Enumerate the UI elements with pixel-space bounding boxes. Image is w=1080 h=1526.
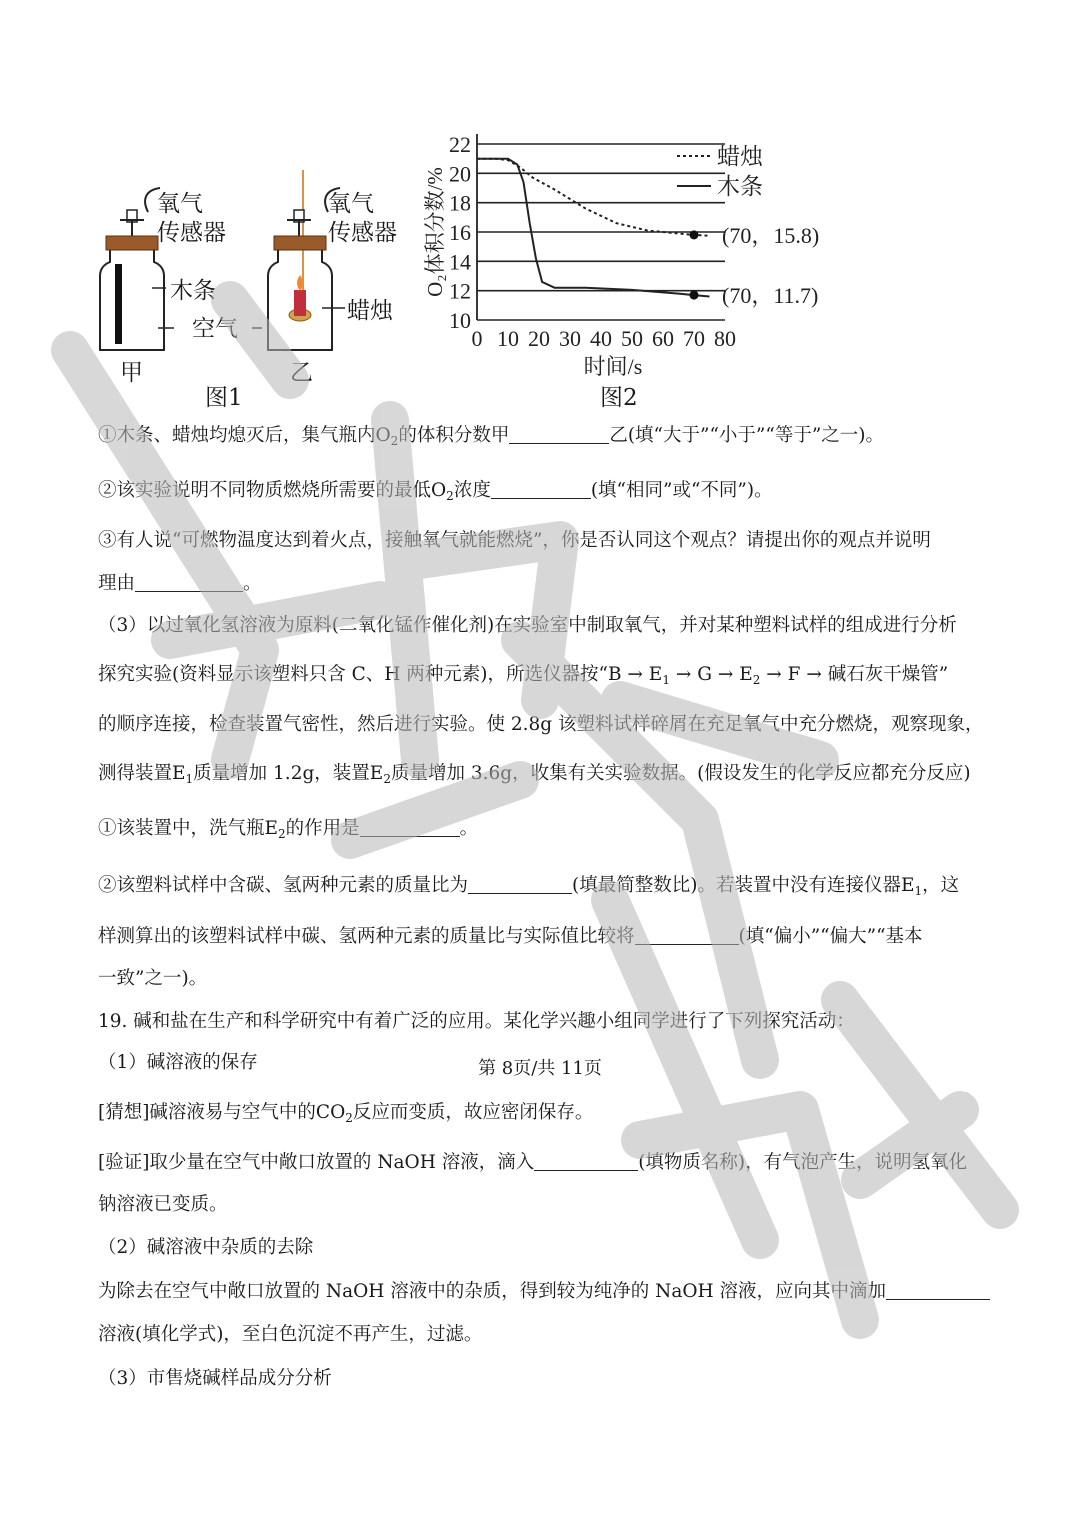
text-run: 一致”之一)。: [98, 968, 208, 989]
sensor-a-label: [157, 190, 226, 248]
answer-blank[interactable]: [135, 573, 243, 592]
x-tick-label: 70: [683, 326, 705, 351]
answer-blank[interactable]: [491, 480, 591, 499]
air-label: 空气: [192, 316, 238, 342]
text-run: 。: [459, 818, 479, 839]
text-run: (填“相同”或“不同”)。: [590, 480, 773, 501]
subscript: 2: [390, 434, 399, 448]
text-run: 乙(填“大于”“小于”“等于”之一)。: [609, 425, 885, 446]
text-run: 探究实验(资料显示该塑料只含 C、H 两种元素)，所选仪器按“B → E: [98, 664, 663, 685]
x-tick-label: 30: [559, 326, 581, 351]
subscript: 1: [914, 884, 923, 898]
text-line: [98, 1366, 332, 1392]
subscript: 2: [278, 827, 286, 841]
text-run: 19. 碱和盐在生产和科学研究中有着广泛的应用。某化学兴趣小组同学进行了下列探究活动：: [98, 1011, 855, 1032]
series-line-stick: [477, 159, 710, 297]
x-tick-label: 10: [497, 326, 519, 351]
text-run: 的体积分数甲: [398, 425, 510, 446]
x-tick-label: 20: [528, 326, 550, 351]
text-run: ，这: [922, 875, 960, 896]
data-point: [690, 230, 699, 239]
text-run: → F → 碱石灰干燥管”: [760, 664, 949, 685]
y-tick-label: 12: [449, 278, 471, 304]
text-line: [98, 1322, 482, 1348]
text-line: [98, 1192, 228, 1218]
text-run: ①该装置中，洗气瓶E: [98, 818, 279, 839]
text-run: 样测算出的该塑料试样中碳、氢两种元素的质量比与实际值比较将: [98, 926, 635, 947]
point-label: (70，11.7): [722, 283, 819, 309]
text-run: [验证]取少量在空气中敞口放置的 NaOH 溶液，滴入: [98, 1152, 535, 1173]
text-line: [98, 761, 971, 787]
y-tick-label: 22: [449, 132, 471, 157]
sensor-b-label: [328, 190, 397, 248]
text-line: [98, 1009, 855, 1035]
x-tick-label: 80: [714, 326, 736, 351]
text-run: 浓度: [453, 480, 491, 501]
stick-label: 木条: [170, 278, 216, 304]
answer-blank[interactable]: [468, 875, 572, 894]
data-point: [690, 291, 699, 300]
text-run: 。: [243, 573, 262, 594]
text-line: [98, 662, 948, 688]
text-run: → G → E: [669, 664, 753, 685]
x-tick-label: 50: [621, 326, 643, 351]
text-run: ②该塑料试样中含碳、氢两种元素的质量比为: [98, 875, 469, 896]
text-line: [98, 423, 884, 449]
answer-blank[interactable]: [886, 1281, 990, 1300]
text-run: (填“偏小”“偏大”“基本: [738, 926, 923, 947]
text-run: 反应而变质，故应密闭保存。: [352, 1102, 594, 1123]
y-tick-label: 14: [449, 249, 471, 275]
text-run: （1）碱溶液的保存: [98, 1052, 258, 1073]
text-line: [98, 816, 478, 842]
answer-blank[interactable]: [509, 425, 609, 444]
subscript: 2: [345, 1111, 353, 1125]
text-line: [98, 712, 984, 738]
sensor-b-line2: 传感器: [328, 220, 397, 246]
answer-blank[interactable]: [635, 926, 739, 945]
text-run: 钠溶液已变质。: [98, 1194, 228, 1215]
text-run: (填最简整数比)。若装置中没有连接仪器E: [572, 875, 915, 896]
text-run: （3）以过氧化氢溶液为原料(二氧化锰作催化剂)在实验室中制取氧气，并对某种塑料试样的组成进行分析: [98, 615, 957, 636]
sensor-a-line2: 传感器: [157, 220, 226, 246]
page-footer: 第 8页/共 11页: [478, 1058, 602, 1079]
figure-2-caption: 图2: [600, 385, 638, 411]
series-line-candle: [477, 159, 710, 236]
figure-2-chart: [415, 120, 855, 410]
text-line: [98, 1235, 313, 1261]
y-tick-label: 20: [449, 161, 471, 187]
y-tick-label: 10: [449, 308, 471, 333]
text-line: [98, 924, 923, 950]
x-axis-label: 时间/s: [583, 354, 643, 379]
text-run: 理由: [98, 573, 136, 594]
text-line: [98, 528, 931, 554]
answer-blank[interactable]: [360, 818, 460, 837]
figure-1-caption: 图1: [205, 385, 243, 411]
text-run: ②该实验说明不同物质燃烧所需要的最低O: [98, 480, 447, 501]
text-run: ③有人说“可燃物温度达到着火点，接触氧气就能燃烧”，你是否认同这个观点？请提出你的观点并说明: [98, 530, 931, 551]
text-run: 为除去在空气中敞口放置的 NaOH 溶液中的杂质，得到较为纯净的 NaOH 溶液，应向其中滴加: [98, 1281, 887, 1302]
text-run: （2）碱溶液中杂质的去除: [98, 1237, 314, 1258]
text-run: ①木条、蜡烛均熄灭后，集气瓶内O: [98, 425, 391, 446]
point-label: (70，15.8): [722, 222, 820, 248]
text-run: 测得装置E: [98, 763, 186, 784]
text-line: [98, 1150, 967, 1176]
text-run: 的作用是: [285, 818, 360, 839]
sensor-a-line1: 氧气: [157, 191, 203, 217]
text-run: 质量增加 1.2g，装置E: [193, 763, 384, 784]
bottle-a-drawing: [100, 188, 164, 350]
x-tick-label: 60: [652, 326, 674, 351]
text-run: 质量增加 3.6g，收集有关实验数据。(假设发生的化学反应都充分反应): [390, 763, 971, 784]
answer-blank[interactable]: [534, 1152, 638, 1171]
text-run: (填物质名称)，有气泡产生，说明氢氧化: [638, 1152, 968, 1173]
text-line: [98, 1279, 990, 1305]
text-line: [98, 1100, 593, 1126]
y-tick-label: 16: [449, 220, 471, 245]
y-axis-label: O₂体积分数/%: [423, 167, 447, 297]
subscript: 1: [185, 772, 194, 786]
text-run: 的顺序连接，检查装置气密性，然后进行实验。使 2.8g 该塑料试样碎屑在充足氧气中充分燃烧，观察现象，: [98, 714, 984, 735]
text-run: （3）市售烧碱样品成分分析: [98, 1368, 332, 1389]
x-tick-label: 40: [590, 326, 612, 351]
legend-label: 蜡烛: [717, 144, 763, 169]
candle-label: 蜡烛: [347, 298, 393, 324]
y-tick-label: 18: [449, 190, 471, 216]
bottle-a-label: 甲: [120, 360, 143, 386]
text-line: [98, 478, 773, 504]
subscript: 2: [383, 772, 391, 786]
subscript: 1: [662, 673, 670, 687]
text-line: [98, 613, 957, 639]
sensor-b-line1: 氧气: [328, 191, 374, 217]
x-tick-label: 0: [471, 326, 483, 351]
text-line: [98, 571, 262, 597]
text-run: [猜想]碱溶液易与空气中的CO: [98, 1102, 346, 1123]
bottle-b-label: 乙: [290, 360, 313, 386]
legend-label: 木条: [717, 174, 763, 199]
subscript: 2: [446, 489, 454, 503]
text-line: [98, 966, 207, 992]
subscript: 2: [752, 673, 761, 687]
text-run: 溶液(填化学式)，至白色沉淀不再产生，过滤。: [98, 1324, 483, 1345]
text-line: [98, 873, 959, 899]
